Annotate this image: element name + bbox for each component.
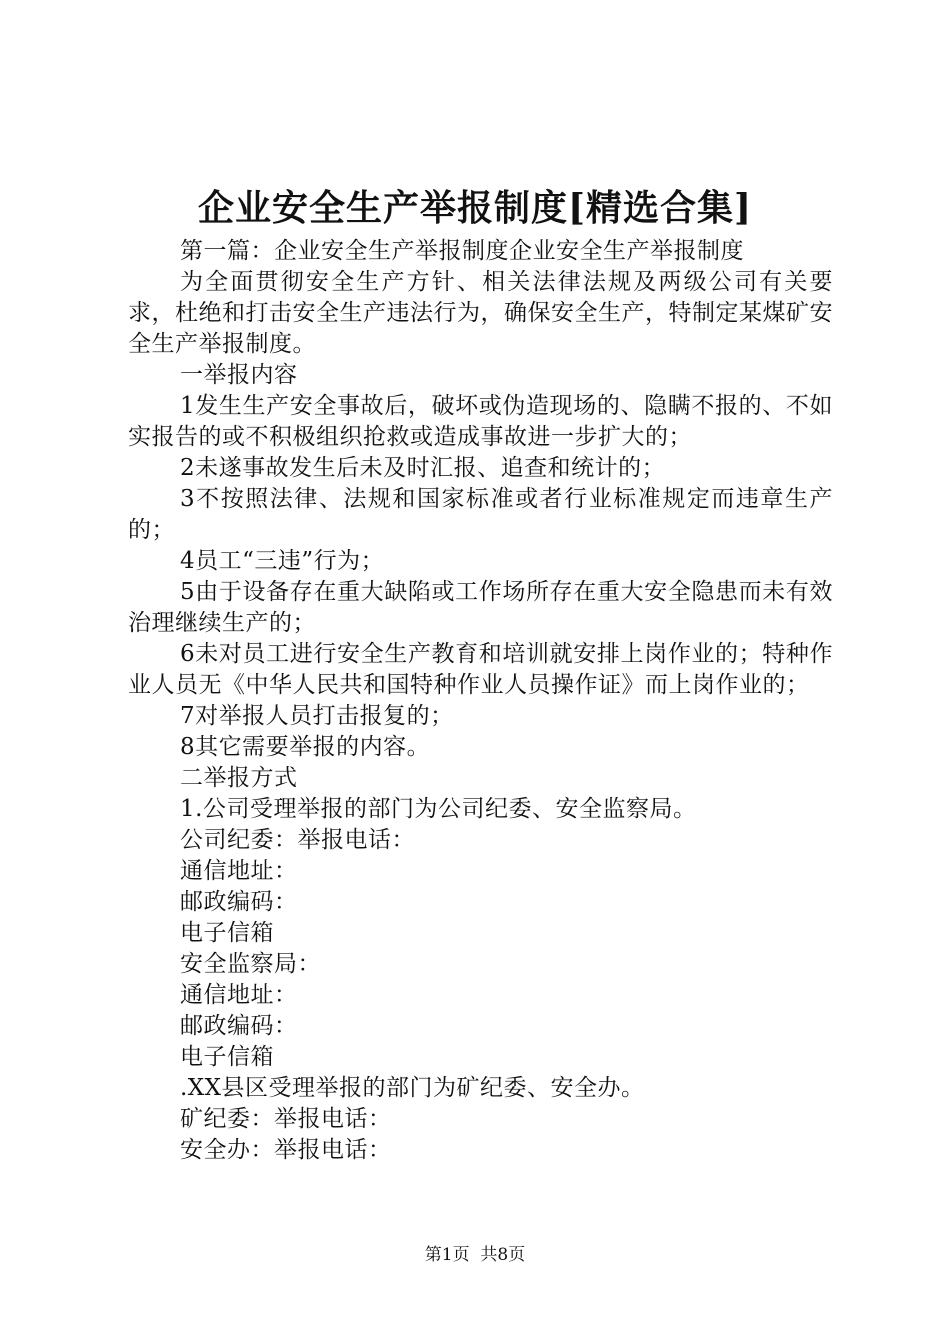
page-number: 第1页 共8页 [424, 1245, 526, 1265]
list-item: 2未遂事故发生后未及时汇报、追查和统计的； [180, 455, 666, 481]
document-body [128, 236, 833, 1166]
section-heading: 一举报内容 [180, 362, 298, 388]
contact-line: 安全监察局： [180, 951, 321, 977]
page-title: 企业安全生产举报制度[精选合集] [197, 187, 753, 229]
list-item: 6未对员工进行安全生产教育和培训就安排上岗作业的；特种作业人员无《中华人民共和国特种作业人员操作证》而上岗作业的； [128, 641, 833, 698]
paragraph: 第一篇：企业安全生产举报制度企业安全生产举报制度 [180, 238, 744, 264]
contact-line: 电子信箱 [180, 1044, 274, 1070]
list-item: 4员工“三违”行为； [180, 548, 385, 574]
contact-line: 电子信箱 [180, 920, 274, 946]
contact-line: 安全办：举报电话： [180, 1137, 392, 1163]
paragraph: .XX县区受理举报的部门为矿纪委、安全办。 [180, 1075, 645, 1101]
contact-line: 矿纪委：举报电话： [180, 1106, 392, 1132]
contact-line: 公司纪委：举报电话： [180, 827, 415, 853]
list-item: 1发生生产安全事故后，破坏或伪造现场的、隐瞒不报的、不如实报告的或不积极组织抢救或造成事故进一步扩大的； [128, 393, 833, 450]
paragraph: 为全面贯彻安全生产方针、相关法律法规及两级公司有关要求，杜绝和打击安全生产违法行为，确保安全生产，特制定某煤矿安全生产举报制度。 [128, 269, 833, 357]
list-item: 8其它需要举报的内容。 [180, 734, 431, 760]
section-heading: 二举报方式 [180, 765, 298, 791]
contact-line: 通信地址： [180, 858, 298, 884]
contact-line: 通信地址： [180, 982, 298, 1008]
contact-line: 邮政编码： [180, 889, 298, 915]
page-footer [0, 1244, 950, 1266]
list-item: 3不按照法律、法规和国家标准或者行业标准规定而违章生产的； [128, 486, 833, 543]
list-item: 5由于设备存在重大缺陷或工作场所存在重大安全隐患而未有效治理继续生产的； [128, 579, 833, 636]
paragraph: 1.公司受理举报的部门为公司纪委、安全监察局。 [180, 796, 697, 822]
list-item: 7对举报人员打击报复的； [180, 703, 454, 729]
contact-line: 邮政编码： [180, 1013, 298, 1039]
